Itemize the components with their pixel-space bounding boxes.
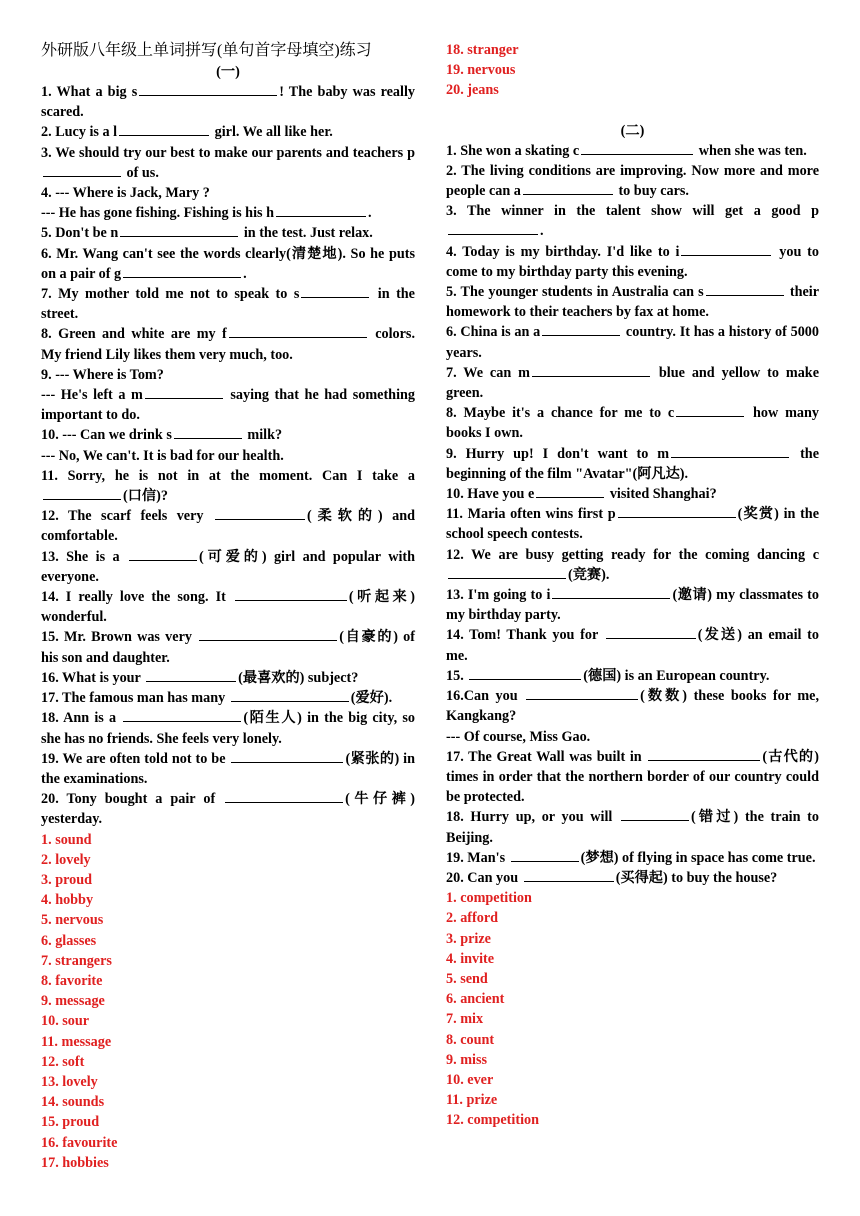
- right-column: [446, 40, 819, 1131]
- answer-blank[interactable]: [43, 487, 121, 500]
- answer-item: 18. stranger: [446, 42, 519, 58]
- answer-blank[interactable]: [532, 364, 650, 377]
- question-19: 19. We are often told not to be (紧张的) in the examinations.: [41, 750, 415, 787]
- answer-blank[interactable]: [526, 687, 638, 700]
- answer-blank[interactable]: [120, 224, 238, 237]
- question-6: 6. China is an a country. It has a history of 5000 years.: [446, 324, 819, 361]
- question-18: 18. Hurry up, or you will (错过) the train to Beijing.: [446, 809, 819, 846]
- answer-item: 5. nervous: [41, 912, 104, 929]
- question-14: 14. I really love the song. It (听起来) wonderful.: [41, 589, 415, 626]
- answer-blank[interactable]: [523, 182, 613, 195]
- question-10-reply: --- No, We can't. It is bad for our health.: [41, 447, 284, 464]
- question-2: 2. Lucy is a l girl. We all like her.: [41, 124, 333, 141]
- question-8: 8. Maybe it's a chance for me to c how many books I own.: [446, 405, 819, 442]
- section-one-heading: (一): [216, 64, 240, 80]
- question-1: 1. What a big s ! The baby was really scared.: [41, 84, 415, 121]
- question-9: 9. Hurry up! I don't want to m the beginning of the film "Avatar"(阿凡达).: [446, 445, 819, 482]
- answer-item: 8. count: [446, 1031, 495, 1048]
- answer-item: 1. sound: [41, 831, 92, 848]
- answer-item: 16. favourite: [41, 1134, 118, 1151]
- question-9-reply: --- He's left a m saying that he had something important to do.: [41, 387, 416, 424]
- question-7: 7. My mother told me not to speak to s in the street.: [41, 286, 415, 323]
- answer-item: 5. send: [446, 970, 488, 987]
- question-17: 17. The famous man has many (爱好).: [41, 690, 393, 707]
- question-8: 8. Green and white are my f colors. My friend Lily likes them very much, too.: [41, 326, 415, 363]
- answer-item: 2. afford: [446, 910, 499, 927]
- answer-blank[interactable]: [448, 222, 538, 235]
- answer-blank[interactable]: [536, 485, 604, 498]
- answer-item: 4. hobby: [41, 892, 94, 909]
- question-10: 10. Have you e visited Shanghai?: [446, 486, 717, 503]
- answer-item: 7. mix: [446, 1011, 484, 1028]
- answer-item: 3. proud: [41, 871, 92, 888]
- answer-blank[interactable]: [648, 748, 760, 761]
- answer-blank[interactable]: [681, 243, 771, 256]
- question-16: 16.Can you (数数) these books for me, Kangkang?: [446, 688, 819, 725]
- answer-blank[interactable]: [231, 750, 343, 763]
- answer-blank[interactable]: [139, 83, 277, 96]
- answer-item: 11. prize: [446, 1092, 498, 1109]
- answer-item: 10. sour: [41, 1013, 90, 1030]
- answer-blank[interactable]: [552, 586, 670, 599]
- answer-blank[interactable]: [43, 164, 121, 177]
- answer-item: 13. lovely: [41, 1073, 98, 1090]
- answer-item: 11. message: [41, 1033, 112, 1050]
- question-9: 9. --- Where is Tom?: [41, 366, 164, 383]
- answer-blank[interactable]: [542, 323, 620, 336]
- answer-blank[interactable]: [146, 669, 236, 682]
- question-6: 6. Mr. Wang can't see the words clearly(清楚地). So he puts on a pair of g .: [41, 245, 415, 282]
- answer-blank[interactable]: [621, 808, 689, 821]
- question-4: 4. --- Where is Jack, Mary ?: [41, 185, 210, 202]
- answer-blank[interactable]: [215, 507, 305, 520]
- answer-item: 3. prize: [446, 930, 491, 947]
- question-11: 11. Sorry, he is not in at the moment. Can I take a (口信)?: [41, 467, 415, 505]
- answer-item: 14. sounds: [41, 1094, 105, 1111]
- answer-blank[interactable]: [276, 204, 366, 217]
- answer-item: 9. message: [41, 993, 105, 1010]
- answer-blank[interactable]: [225, 790, 343, 803]
- question-18: 18. Ann is a (陌生人) in the big city, so she has no friends. She feels very lonely.: [41, 710, 415, 747]
- answer-item: 6. ancient: [446, 991, 505, 1008]
- answer-blank[interactable]: [448, 566, 566, 579]
- question-7: 7. We can m blue and yellow to make green.: [446, 364, 819, 402]
- question-13: 13. She is a (可爱的) girl and popular with everyone.: [41, 548, 415, 585]
- question-20: 20. Tony bought a pair of (牛仔裤) yesterday.: [41, 791, 415, 828]
- answer-blank[interactable]: [706, 283, 784, 296]
- answer-item: 9. miss: [446, 1051, 487, 1068]
- question-14: 14. Tom! Thank you for (发送) an email to me.: [446, 627, 819, 664]
- answer-item: 19. nervous: [446, 62, 516, 79]
- answer-blank[interactable]: [123, 709, 241, 722]
- answer-blank[interactable]: [235, 588, 347, 601]
- answer-blank[interactable]: [524, 869, 614, 882]
- question-17: 17. The Great Wall was built in (古代的) times in order that the northern border of our country could be protected.: [446, 748, 819, 806]
- answer-blank[interactable]: [174, 426, 242, 439]
- question-4: 4. Today is my birthday. I'd like to i you to come to my birthday party this evening.: [446, 243, 819, 280]
- question-10: 10. --- Can we drink s milk?: [41, 427, 283, 444]
- answer-item: 12. competition: [446, 1112, 539, 1129]
- answer-item: 12. soft: [41, 1053, 85, 1070]
- question-13: 13. I'm going to i (邀请) my classmates to my birthday party.: [446, 587, 819, 624]
- answer-item: 6. glasses: [41, 932, 97, 949]
- question-5: 5. The younger students in Australia can s their homework to their teachers by fax at home.: [446, 284, 819, 321]
- question-12: 12. The scarf feels very (柔软的) and comfortable.: [41, 508, 415, 545]
- question-15: 15. Mr. Brown was very (自豪的) of his son and daughter.: [41, 629, 415, 666]
- question-12: 12. We are busy getting ready for the coming dancing c(竞赛).: [446, 546, 819, 583]
- answer-item: 1. competition: [446, 890, 532, 907]
- answer-blank[interactable]: [511, 849, 579, 862]
- question-4-reply: --- He has gone fishing. Fishing is his h .: [41, 205, 372, 222]
- answer-item: 20. jeans: [446, 82, 499, 99]
- answer-item: 8. favorite: [41, 972, 103, 989]
- answer-blank[interactable]: [199, 628, 337, 641]
- answer-blank[interactable]: [581, 142, 693, 155]
- question-15: 15. (德国) is an European country.: [446, 667, 770, 684]
- answer-blank[interactable]: [231, 689, 349, 702]
- question-19: 19. Man's (梦想) of flying in space has come true.: [446, 849, 816, 866]
- answer-blank[interactable]: [119, 123, 209, 136]
- question-1: 1. She won a skating c when she was ten.: [446, 142, 807, 159]
- answer-blank[interactable]: [145, 386, 223, 399]
- answer-item: 7. strangers: [41, 952, 112, 969]
- answer-item: 4. invite: [446, 950, 495, 967]
- question-5: 5. Don't be n in the test. Just relax.: [41, 225, 373, 242]
- question-2: 2. The living conditions are improving. Now more and more people can a to buy cars.: [446, 162, 819, 200]
- answer-item: 2. lovely: [41, 851, 91, 868]
- answer-blank[interactable]: [129, 548, 197, 561]
- section-two-heading: (二): [620, 122, 645, 139]
- answer-blank[interactable]: [606, 626, 696, 639]
- answer-blank[interactable]: [229, 325, 367, 338]
- answer-item: 10. ever: [446, 1071, 494, 1088]
- question-16-reply: --- Of course, Miss Gao.: [446, 728, 591, 745]
- answer-blank[interactable]: [676, 404, 744, 417]
- answer-blank[interactable]: [301, 285, 369, 298]
- answer-blank[interactable]: [469, 667, 581, 680]
- question-3: 3. We should try our best to make our parents and teachers p of us.: [41, 144, 415, 181]
- answer-blank[interactable]: [671, 445, 789, 458]
- question-20: 20. Can you (买得起) to buy the house?: [446, 869, 778, 886]
- worksheet-title: 外研版八年级上单词拼写(单句首字母填空)练习: [41, 42, 372, 59]
- answer-blank[interactable]: [618, 505, 736, 518]
- question-16: 16. What is your (最喜欢的) subject?: [41, 669, 359, 686]
- question-3: 3. The winner in the talent show will get a good p.: [446, 203, 819, 240]
- question-11: 11. Maria often wins first p (奖赏) in the school speech contests.: [446, 506, 819, 543]
- answer-item: 17. hobbies: [41, 1154, 109, 1171]
- answer-item: 15. proud: [41, 1114, 100, 1131]
- left-column: [41, 40, 415, 1173]
- answer-blank[interactable]: [123, 265, 241, 278]
